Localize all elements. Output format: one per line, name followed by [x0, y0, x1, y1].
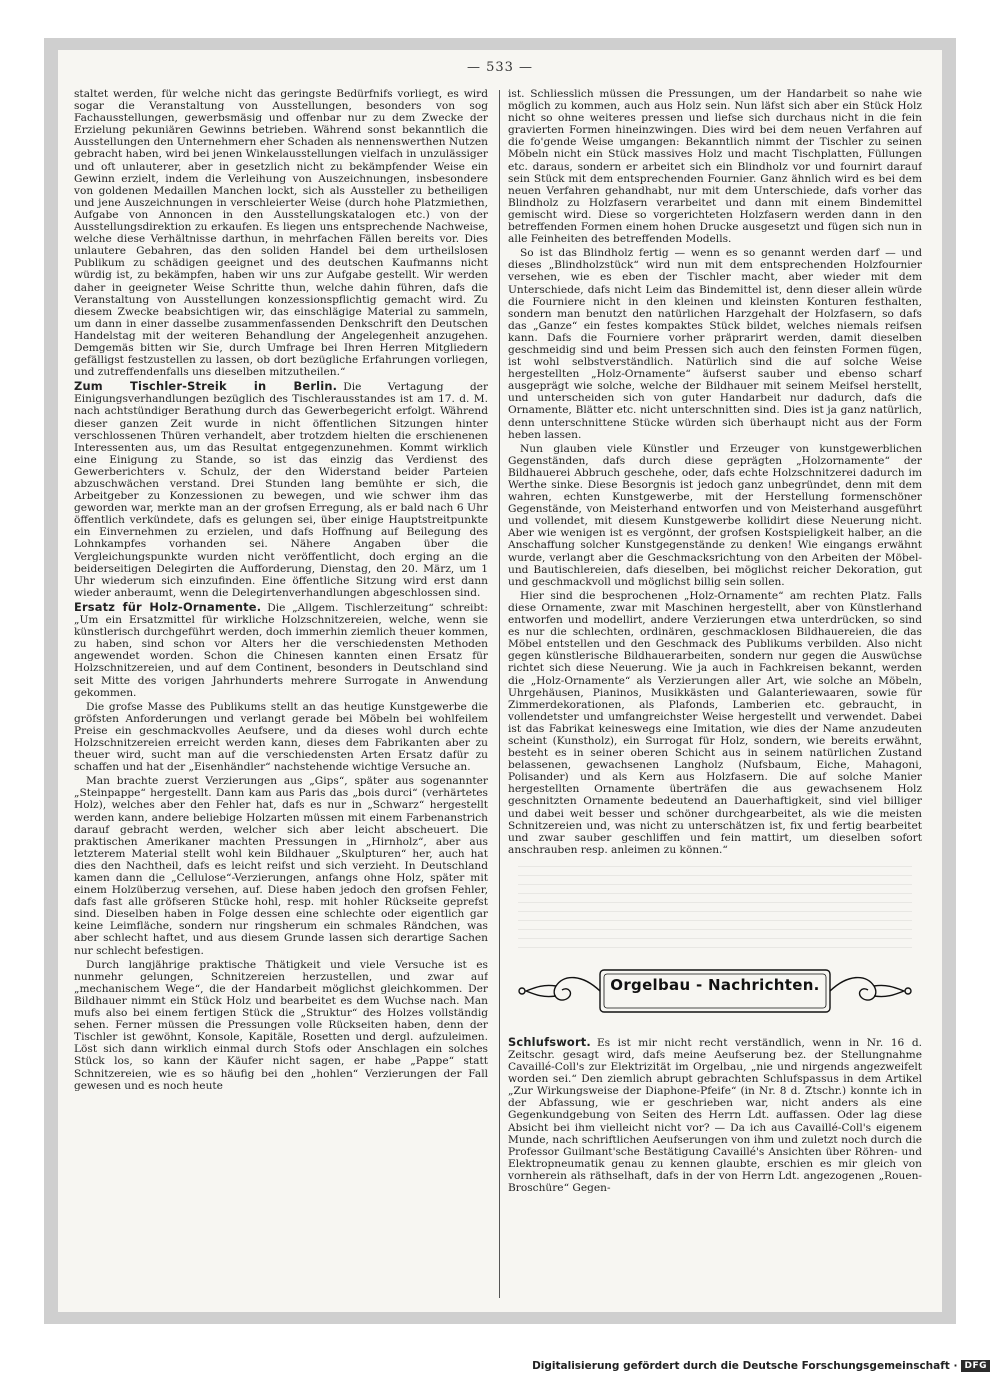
scanned-page-frame [44, 38, 956, 1324]
right-paragraph-1: ist. Schliesslich müssen die Pressungen, um der Handarbeit so nahe wie möglich zu kommen, auch aus Holz sein. Nun läfst sich aber ein Stück Holz nicht so ohne weiteres pressen und liefse sich durchaus nicht in die fein gravierten Formen hineinzwingen. Dies wird bei dem neuen Verfahren auf die fo'gende Weise umgangen: Bekanntlich nimmt der Tischler zu seinen Möbeln nicht ein Stück massives Holz und macht Tischplatten, Füllungen etc. daraus, sondern er arbeitet sich ein Blindholz vor und fournirt darauf sein Stück mit dem entsprechenden Fournier. Ganz ähnlich wird es bei dem neuen Verfahren gehandhabt, nur mit dem Unterschiede, dafs vorher das Blindholz zu Holzfasern verarbeitet und dann mit einem Bindemittel gemischt wird. Diese so vorgerichteten Holzfasern werden dann in den betreffenden Formen einem hohen Drucke ausgesetzt und fügen sich nun in alle Feinheiten des betreffenden Modells. [508, 88, 922, 246]
schlusswort-text: Es ist mir nicht recht verständlich, wenn in Nr. 16 d. Zeitschr. gesagt wird, dafs meine Aeufserung bez. der Stellungnahme Cavaillé-Coll's zur Elektrizität im Orgelbau, „nie und nirgends angezweifelt worden sei.“ Den ziemlich abrupt gebrachten Schlufspassus in dem Artikel „Zur Wirkungsweise der Diaphone-Pfeife“ (in Nr. 8 d. Ztschr.) konnte ich in der Abfassung, wie er geschrieben war, nicht anders als eine Gegenkundgebung von Seiten des Herrn Ldt. auffassen. Oder lag diese Absicht bei ihm vielleicht nicht vor? — Da ich aus Cavaillé-Coll's eigenem Munde, nach schriftlichen Aeufserungen von ihm und zuletzt noch durch die Professor Guilmant'sche Bestätigung Cavaillé's Ansichten über Röhren- und Elektropneumatik genau zu kennen glaubte, erschien es mir gleich von vornherein als räthselhaft, dafs in der von Herrn Ldt. angezogenen „Rouen-Broschüre“ Gegen- [508, 1036, 922, 1195]
right-paragraph-4: Hier sind die besprochenen „Holz-Ornamente“ am rechten Platz. Falls diese Ornamente, zwar mit Maschinen hergestellt, aber von Künstlerhand entworfen und modellirt, andere Verzierungen etwa unterdrücken, so sind es nur die schlechten, ordinären, geschmacklosen Bildhauereien, die das Möbel entstellen und den Geschmack des Publikums verbilden. Also nicht gegen künstlerische Bildhauerarbeiten, sondern nur gegen die Auswüchse richtet sich diese Neuerung. Wie ja auch in Fachkreisen bekannt, werden die „Holz-Ornamente“ als Verzierungen aller Art, wie solche an Möbeln, Uhrgehäusen, Pianinos, Musikkästen und Galanteriewaaren, sowie für Zimmerdekorationen, als Plafonds, Lamberien etc. gebraucht, in vollendetster und umfangreichster Weise hergestellt und verwendet. Dabei ist das Fabrikat keineswegs eine Imitation, wie dies der Name anzudeuten scheint (Kunstholz), ein Surrogat für Holz, sondern, wie bereits erwähnt, besteht es in seiner oberen Schicht aus in seinem natürlichen Zustand belassenen, gewachsenen Langholz (Nufsbaum, Eiche, Mahagoni, Polisander) und als Kern aus Holzfasern. Die auf solche Manier hergestellten Ornamente überträfen die aus gewachsenem Holz geschnitzten Ornamente bedeutend an Dauerhaftigkeit, sind viel billiger und dabei weit besser und schöner durchgearbeitet, als wie die meisten Schnitzereien und, was nicht zu unterschätzen ist, fix und fertig bearbeitet und zwar sauber geschliffen und fein mattirt, um dieselben sofort anschrauben resp. anleimen zu können.“ [508, 589, 922, 856]
right-column [508, 88, 922, 1294]
holz-ornamente-text-4: Durch langjährige praktische Thätigkeit und viele Versuche ist es nunmehr gelungen, Schnitzereien herzustellen, und zwar auf „mechanischem Wege“, die der Handarbeit möglichst gleichkommen. Der Bildhauer nimmt ein Stück Holz und bearbeitet es dem Wuchse nach. Man mufs also bei einem fertigen Stück die „Struktur“ des Holzes vollständig sehen. Ferner müssen die Pressungen volle Rückseiten haben, denn der Tischler ist gewöhnt, Konsole, Kapitäle, Rosetten und dergl. aufzuleimen. Löst sich dann wirklich einmal durch Stofs oder Anschlagen ein solches Stück los, so kann der Käufer nicht sagen, er habe „Pappe“ statt Schnitzereien, wie es so häufig bei den „hohlen“ Verzierungen der Fall gewesen und es noch heute [74, 958, 488, 1092]
bleed-through-area [518, 858, 912, 948]
footer-text: Digitalisierung gefördert durch die Deutsche Forschungsgemeinschaft · [532, 1360, 958, 1372]
page-number: — 533 — [466, 60, 534, 75]
holz-ornamente-heading: Ersatz für Holz-Ornamente. [74, 599, 262, 614]
right-paragraph-3: Nun glauben viele Künstler und Erzeuger von kunstgewerblichen Gegenständen, dafs durch diese geprägten „Holzornamente“ der Bildhauerei Abbruch geschehe, oder, dafs echte Holzschnitzerei dadurch im Werthe sinke. Diese Besorgnis ist jedoch ganz unbegründet, denn mit dem wahren, echten Kunstgewerbe, mit der Herstellung formenschöner Gegenstände, von Meisterhand entworfen und von Meisterhand ausgeführt und vollendet, mit diesem Kunstgewerbe kollidirt diese Neuerung nicht. Aber wie wenigen ist es vergönnt, der grofsen Kostspieligkeit halber, an die Anschaffung solcher Kunstgegenstände zu denken! Wie eingangs erwähnt wurde, verlangt aber die Geschmacksrichtung von den Arbeiten der Möbel- und Bautischlereien, dafs dieselben, bei möglichst reicher Dekoration, gut und geschmackvoll und möglichst billig sein sollen. [508, 442, 922, 588]
banner-title: Orgelbau - Nachrichten. [610, 975, 820, 994]
tischler-streik-text: Die Vertagung der Einigungsverhandlungen bezüglich des Tischlerausstandes ist am 17. d. M. nach achtstündiger Berathung durch das Gewerbegericht erfolgt. Während dieser ganzen Zeit wurde in nicht öffentlichen Sitzungen hinter verschlossenen Thüren verhandelt, aber trotzdem hielten die erschienenen Interessenten aus, um das Resultat entgegenzunehmen. Kommt wirklich eine Einigung zu Stande, so ist das einzig das Verdienst des Gewerberichters v. Schulz, der den Widerstand beider Parteien abzuschwächen verstand. Drei Stunden lang bemühte er sich, die Arbeitgeber zu Konzessionen zu bewegen, und wie schwer ihm das geworden war, merkte man an der grofsen Erregung, als er bald nach 6 Uhr öffentlich verkündete, dafs es gelungen sei, über einige Hauptstreitpunkte ein Einvernehmen zu erzielen, und dafs Hoffnung auf Beilegung des Lohnkampfes vorhanden sei. Nähere Angaben über die Vergleichungspunkte wurden nicht veröffentlicht, doch erging an die beiderseitigen Delegirten die Aufforderung, Dienstag, den 20. März, um 1 Uhr wiederum sich einzufinden. Eine öffentliche Sitzung wird erst dann wieder anberaumt, wenn die Delegirtenverhandlungen abgeschlossen sind. [74, 381, 488, 599]
dfg-logo-icon: DFG [961, 1360, 990, 1372]
footer-credit [532, 1360, 990, 1372]
schlusswort-heading: Schlufswort. [508, 1034, 591, 1049]
holz-ornamente-text-3: Man brachte zuerst Verzierungen aus „Gips“, später aus sogenannter „Steinpappe“ hergestellt. Dann kam aus Paris das „bois durci“ (verhärtetes Holz), welches aber den Fehler hat, dafs es nur in „Schwarz“ hergestellt werden kann, andere beliebige Holzarten müssen mit einem Farbenanstrich darauf gebracht werden, welcher sich aber leicht abscheuert. Die praktischen Amerikaner machten Pressungen in „Hirnholz“, aber aus letzterem Material stellt wohl kein Bildhauer „Skulpturen“ her, auch hat dies den Nachtheil, dafs es leicht reifst und sich verzieht. In Deutschland kamen dann die „Cellulose“-Verzierungen, anfangs ohne Holz, später mit einem Holzüberzug versehen, auf. Diese haben jedoch den grofsen Fehler, dafs fast alle gröfseren Stücke hohl, resp. mit hohler Rückseite geprefst sind. Dieselben haben in Folge dessen eine schlechte oder eigentlich gar keine Leimfläche, sondern nur ringsherum ein schmales Rändchen, was aber schlecht haftet, und aus diesem Grunde lassen sich derartige Sachen nur schlecht befestigen. [74, 775, 488, 957]
holz-ornamente-text-2: Die grofse Masse des Publikums stellt an das heutige Kunstgewerbe die gröfsten Anforderungen und verlangt gerade bei Möbeln bei wohlfeilem Preise ein geschmackvolles Aeufsere, und da dieses wohl durch echte Holzschnitzereien erreicht werden kann, dieses dem Fabrikanten aber zu theuer wird, sucht man auf die verschiedensten Arten Ersatz dafür zu schaffen und hat der „Eisenhändler“ nachstehende wichtige Versuche an. [74, 700, 488, 774]
intro-paragraph: staltet werden, für welche nicht das geringste Bedürfnifs vorliegt, es wird sogar die Veranstaltung von Ausstellungen, besonders von sog Fachausstellungen, gewerbsmäsig und offenbar nur zu dem Zwecke der Erzielung pekuniären Gewinns betrieben. Während sonst bekanntlich die Ausstellungen den Unternehmern eher Schaden als nennenswerthen Nutzen gebracht haben, wird bei jenen Winkelausstellungen vielfach in unzulässiger und oft unlauterer, aber in gesetzlich nicht zu bekämpfender Weise ein Gewinn erzielt, indem die Verleihung von Auszeichnungen, insbesondere von goldenen Medaillen Manchen lockt, sich als Aussteller zu betheiligen und jene Auszeichnungen in verschleierter Weise (durch hohe Platzmiethen, Aufgabe von Annoncen in den Ausstellungskatalogen etc.) von der Ausstellungsdirektion zu erkaufen. Es liegen uns entsprechende Nachweise, welche diese Verhältnisse darthun, in mehrfachen Fällen bereits vor. Dies unlautere Gebahren, das den soliden Handel bei dem urtheilslosen Publikum zu schädigen geeignet und des deutschen Kaufmanns nicht würdig ist, zu bekämpfen, haben wir uns zur Aufgabe gestellt. Wir werden daher in geeigneter Weise Schritte thun, welche dahin führen, dafs die Veranstaltung von Ausstellungen konzessionspflichtig gemacht wird. Zu diesem Zwecke beabsichtigen wir, das einschlägige Material zu sammeln, um dann in einer dasselbe zusammenfassenden Denkschrift den Deutschen Handelstag mit der weiteren Behandlung der Angelegenheit anzugehen. Demgemäs bitten wir Sie, durch Umfrage bei Ihren Herren Mitgliedern gefälligst festzustellen zu lassen, ob dort bezügliche Erfahrungen vorliegen, und zutreffendenfalls uns dieselben mitzutheilen.“ [74, 88, 488, 379]
right-paragraph-2: So ist das Blindholz fertig — wenn es so genannt werden darf — und dieses „Blindholzstück“ wird nun mit dem entsprechenden Holzfournier versehen, wie es eben der Tischler macht, aber wieder mit dem Unterschiede, dafs nicht Leim das Bindemittel ist, denn dieser allein würde die Fourniere nicht in den kleinen und kleinsten Konturen festhalten, sondern man benutzt den natürlichen Harzgehalt der Holzfasern, so dafs das „Ganze“ ein festes kompaktes Stück bildet, welches niemals reifsen kann. Dafs die Fourniere vorher präprarirt werden, damit dieselben geschmeidig sind und beim Pressen sich auch den feinsten Formen fügen, ist wohl selbstverständlich. Natürlich sind die auf solche Weise hergestellten „Holz-Ornamente“ äufserst sauber und ebenso scharf ausgeprägt wie solche, welche der Bildhauer mit seinem Meifsel herstellt, und unterscheiden sich von guter Handarbeit nur dadurch, dafs die Ornamente, Blätter etc. nicht unterschnitten sind. Dies ist ja ganz natürlich, denn unterschnittene Stücke würden sich überhaupt nicht aus der Form heben lassen. [508, 247, 922, 441]
newspaper-page [58, 50, 942, 1312]
holz-ornamente-text-1: Die „Allgem. Tischlerzeitung“ schreibt: „Um ein Ersatzmittel für wirkliche Holzschnitzereien, welche, wenn sie künstlerisch durchgeführt werden, doch immerhin ziemlich theuer kommen, zu haben, sind schon vor Alters her die verschiedensten Methoden angewendet worden. Schon die Chinesen kannten einen Ersatz für Holzschnitzereien, und auf dem Continent, besonders in Deutschland sind seit Mitte des vorigen Jahrhunderts mehrere Surrogate in Anwendung gekommen. [74, 601, 488, 699]
tischler-streik-heading: Zum Tischler-Streik in Berlin. [74, 379, 338, 394]
section-banner [512, 964, 918, 1018]
left-column [74, 88, 488, 1294]
column-divider [499, 90, 500, 1298]
